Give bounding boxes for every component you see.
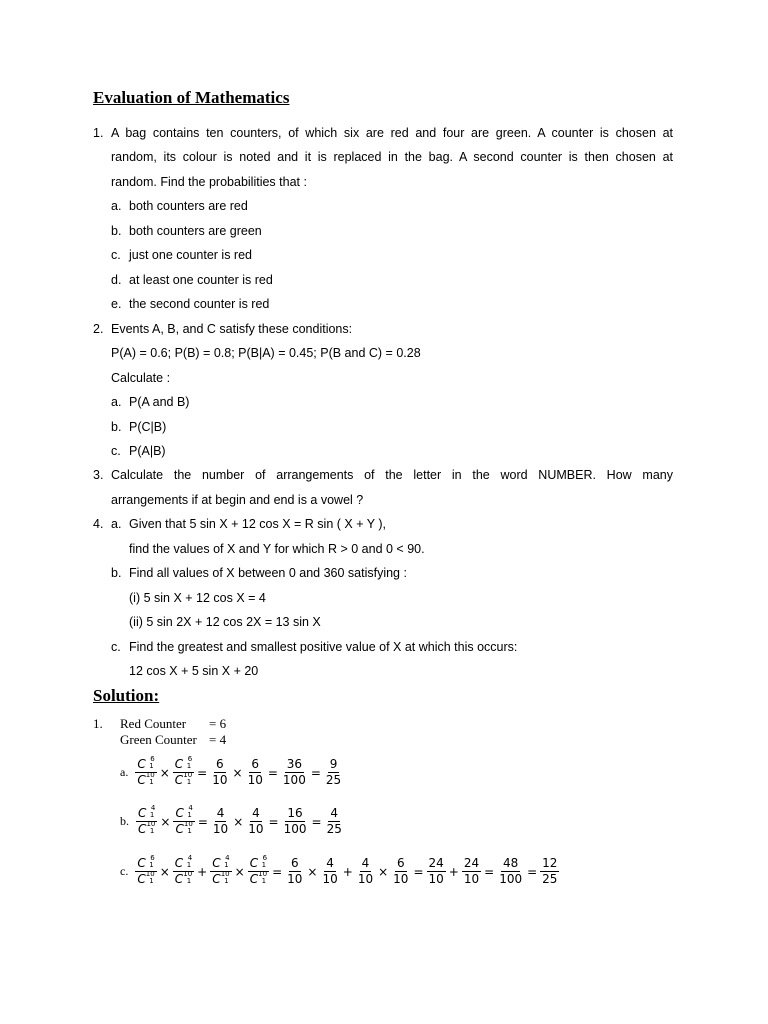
combination-symbol: C bbox=[249, 872, 259, 886]
numerator: 4 bbox=[216, 806, 225, 820]
fraction bbox=[462, 856, 481, 887]
combination-r: 1 bbox=[186, 762, 192, 770]
denominator bbox=[136, 822, 157, 837]
numerator: 4 bbox=[330, 806, 339, 820]
combination-r: 1 bbox=[149, 778, 154, 786]
q1-item-label: a. bbox=[111, 199, 122, 213]
fraction bbox=[135, 856, 156, 887]
q2-conditions: P(A) = 0.6; P(B) = 0.8; P(B|A) = 0.45; P(B and C) = 0.28 bbox=[111, 346, 421, 360]
solution-heading: Solution: bbox=[93, 686, 160, 705]
operator: = bbox=[268, 814, 279, 829]
solution-equation bbox=[120, 757, 344, 788]
combination-n: 10 bbox=[146, 820, 156, 828]
combination-r: 1 bbox=[149, 827, 155, 835]
fraction bbox=[246, 757, 265, 788]
q2-text: Events A, B, and C satisfy these conditions: bbox=[111, 322, 353, 336]
denominator: 100 bbox=[282, 773, 306, 787]
q4c-label: c. bbox=[111, 640, 121, 654]
q1-item-text: at least one counter is red bbox=[129, 272, 273, 287]
q2-item-label: b. bbox=[111, 419, 122, 434]
denominator: 10 bbox=[463, 872, 480, 886]
denominator bbox=[173, 822, 194, 837]
combination-symbol: C bbox=[137, 757, 146, 771]
q1-item-label: d. bbox=[111, 272, 122, 287]
operator: + bbox=[197, 864, 208, 879]
q1-item-text: just one counter is red bbox=[129, 248, 252, 262]
fraction bbox=[356, 856, 375, 887]
combination-symbol: C bbox=[212, 872, 221, 886]
combination-r: 1 bbox=[261, 861, 267, 869]
operator: = bbox=[311, 814, 322, 829]
combination-term bbox=[250, 872, 267, 886]
denominator: 10 bbox=[428, 872, 444, 886]
solution-equation bbox=[120, 806, 345, 837]
combination-n: 10 bbox=[145, 870, 155, 878]
combination-r: 1 bbox=[149, 811, 155, 819]
fraction bbox=[173, 806, 194, 837]
denominator bbox=[210, 872, 231, 887]
fraction bbox=[320, 856, 339, 887]
fraction bbox=[210, 757, 229, 788]
combination-r: 1 bbox=[149, 877, 154, 885]
q1-item-text: both counters are red bbox=[129, 199, 248, 213]
fraction bbox=[497, 856, 524, 887]
operator: × bbox=[160, 814, 171, 829]
operator: × bbox=[307, 864, 318, 879]
q4-number: 4. bbox=[93, 517, 104, 531]
fraction bbox=[210, 856, 231, 887]
combination-symbol: C bbox=[137, 856, 146, 870]
combination-symbol: C bbox=[174, 856, 184, 870]
denominator bbox=[135, 872, 156, 887]
combination-r: 1 bbox=[187, 827, 192, 835]
combination-symbol: C bbox=[137, 773, 146, 787]
denominator: 25 bbox=[325, 773, 342, 787]
combination-term bbox=[175, 773, 192, 787]
fraction bbox=[325, 806, 344, 837]
combination-r: 1 bbox=[149, 861, 154, 869]
denominator: 100 bbox=[499, 872, 523, 886]
fraction bbox=[281, 757, 308, 788]
operator: × bbox=[159, 765, 170, 780]
operator: + bbox=[448, 864, 459, 879]
operator: × bbox=[159, 864, 170, 879]
numerator: 12 bbox=[542, 856, 558, 870]
q1-item-label: b. bbox=[111, 223, 122, 238]
red-counter-label: Red Counter bbox=[120, 716, 187, 731]
combination-n: 4 bbox=[187, 854, 193, 862]
combination-term bbox=[137, 872, 154, 886]
q4c-text: Find the greatest and smallest positive value of X at which this occurs: bbox=[129, 640, 518, 654]
combination-n: 10 bbox=[183, 771, 193, 779]
denominator: 10 bbox=[248, 822, 264, 836]
combination-r: 1 bbox=[261, 877, 267, 885]
combination-n: 10 bbox=[258, 870, 268, 878]
numerator: 9 bbox=[329, 757, 338, 771]
combination-r: 1 bbox=[186, 877, 192, 885]
equation-label: a. bbox=[120, 765, 129, 779]
q3-text: Calculate the number of arrangements of the letter in the word NUMBER. How many bbox=[111, 468, 673, 482]
operator: = bbox=[310, 765, 321, 780]
q4b-label: b. bbox=[111, 566, 122, 580]
operator: = bbox=[272, 864, 283, 879]
fraction bbox=[173, 757, 194, 788]
combination-n: 10 bbox=[145, 771, 155, 779]
numerator: 6 bbox=[216, 757, 224, 771]
denominator: 10 bbox=[322, 872, 338, 886]
fraction bbox=[248, 856, 269, 887]
numerator: 6 bbox=[290, 856, 299, 870]
operator: = bbox=[413, 864, 424, 879]
q2-item-text: P(C|B) bbox=[129, 419, 167, 434]
equation-label: b. bbox=[120, 814, 129, 828]
combination-n: 4 bbox=[188, 804, 193, 812]
q4b-i: (i) 5 sin X + 12 cos X = 4 bbox=[129, 591, 266, 605]
combination-symbol: C bbox=[175, 822, 184, 836]
combination-term bbox=[138, 822, 155, 836]
q2-item-text: P(A|B) bbox=[129, 444, 166, 458]
combination-n: 6 bbox=[262, 854, 268, 862]
combination-symbol: C bbox=[249, 856, 259, 870]
q4a-text: find the values of X and Y for which R > 0 and 0 < 90. bbox=[129, 542, 425, 556]
numerator: 24 bbox=[463, 856, 480, 870]
equation-label: c. bbox=[120, 864, 129, 878]
combination-n: 10 bbox=[220, 870, 230, 878]
denominator: 10 bbox=[357, 872, 374, 886]
q2-item-label: c. bbox=[111, 444, 121, 458]
denominator: 10 bbox=[212, 773, 228, 787]
q1-number: 1. bbox=[93, 126, 104, 140]
operator: × bbox=[233, 814, 244, 829]
denominator bbox=[135, 773, 156, 788]
combination-symbol: C bbox=[138, 806, 147, 820]
solution-equation bbox=[120, 856, 560, 887]
q4b-ii: (ii) 5 sin 2X + 12 cos 2X = 13 sin X bbox=[129, 615, 321, 629]
combination-term bbox=[175, 822, 192, 836]
combination-term bbox=[137, 773, 154, 787]
fraction bbox=[391, 856, 410, 887]
combination-n: 10 bbox=[183, 820, 193, 828]
operator: = bbox=[527, 864, 538, 879]
numerator: 6 bbox=[251, 757, 260, 771]
denominator: 100 bbox=[283, 822, 307, 836]
numerator: 6 bbox=[396, 856, 405, 870]
combination-symbol: C bbox=[174, 872, 184, 886]
combination-r: 1 bbox=[186, 778, 192, 786]
denominator: 10 bbox=[393, 872, 409, 886]
q2-item-text: P(A and B) bbox=[129, 395, 190, 409]
combination-r: 1 bbox=[186, 861, 192, 869]
operator: + bbox=[342, 864, 353, 879]
fraction bbox=[285, 856, 304, 887]
fraction bbox=[173, 856, 194, 887]
numerator: 4 bbox=[252, 806, 260, 820]
solution-number: 1. bbox=[93, 716, 103, 731]
operator: = bbox=[197, 765, 208, 780]
fraction bbox=[211, 806, 230, 837]
q4a-label: a. bbox=[111, 517, 122, 531]
q2-number: 2. bbox=[93, 322, 104, 336]
combination-symbol: C bbox=[174, 773, 184, 787]
q1-item-text: both counters are green bbox=[129, 223, 262, 238]
operator: = bbox=[484, 864, 495, 879]
denominator bbox=[173, 872, 194, 887]
operator: × bbox=[378, 864, 389, 879]
fraction bbox=[427, 856, 446, 887]
denominator bbox=[248, 872, 269, 887]
q1-text: random, its colour is noted and it is replaced in the bag. A second counter is then chosen at bbox=[111, 150, 673, 164]
numerator: 36 bbox=[286, 757, 303, 771]
fraction bbox=[540, 856, 559, 887]
q1-item-label: c. bbox=[111, 248, 121, 262]
combination-symbol: C bbox=[212, 856, 221, 870]
green-counter-value: = 4 bbox=[209, 732, 227, 747]
fraction bbox=[136, 806, 157, 837]
denominator: 25 bbox=[542, 872, 558, 886]
combination-r: 1 bbox=[224, 861, 229, 869]
q1-item-label: e. bbox=[111, 297, 122, 311]
operator: = bbox=[267, 765, 278, 780]
combination-symbol: C bbox=[175, 806, 184, 820]
red-counter-value: = 6 bbox=[209, 716, 227, 731]
q1-item-text: the second counter is red bbox=[129, 297, 270, 311]
q1-text: A bag contains ten counters, of which six are red and four are green. A counter is chosen at bbox=[111, 126, 673, 140]
q1-text: random. Find the probabilities that : bbox=[111, 175, 307, 189]
numerator: 16 bbox=[287, 806, 303, 820]
fraction bbox=[324, 757, 343, 788]
q4a-text: Given that 5 sin X + 12 cos X = R sin ( X + Y ), bbox=[129, 517, 386, 531]
numerator: 48 bbox=[503, 856, 519, 870]
q4c-expression: 12 cos X + 5 sin X + 20 bbox=[129, 664, 259, 678]
combination-symbol: C bbox=[174, 757, 184, 771]
combination-n: 4 bbox=[150, 804, 156, 812]
q2-item-label: a. bbox=[111, 395, 122, 409]
operator: × bbox=[232, 765, 243, 780]
combination-n: 6 bbox=[187, 755, 193, 763]
denominator: 10 bbox=[287, 872, 303, 886]
operator: = bbox=[197, 814, 208, 829]
denominator: 25 bbox=[326, 822, 342, 836]
numerator: 4 bbox=[361, 856, 370, 870]
q3-number: 3. bbox=[93, 468, 104, 482]
q4b-text: Find all values of X between 0 and 360 satisfying : bbox=[129, 566, 407, 580]
combination-n: 6 bbox=[150, 755, 155, 763]
green-counter-label: Green Counter bbox=[120, 732, 197, 747]
numerator: 4 bbox=[326, 856, 334, 870]
combination-r: 1 bbox=[224, 877, 229, 885]
document-title: Evaluation of Mathematics bbox=[93, 88, 290, 107]
denominator: 10 bbox=[247, 773, 263, 787]
combination-symbol: C bbox=[138, 822, 147, 836]
fraction bbox=[135, 757, 156, 788]
denominator bbox=[173, 773, 194, 788]
combination-n: 6 bbox=[150, 854, 155, 862]
combination-r: 1 bbox=[187, 811, 192, 819]
q2-text: Calculate : bbox=[111, 371, 171, 385]
combination-term bbox=[175, 872, 192, 886]
q3-text: arrangements if at begin and end is a vowel ? bbox=[111, 493, 364, 507]
combination-n: 4 bbox=[225, 854, 230, 862]
combination-term bbox=[212, 872, 229, 886]
combination-r: 1 bbox=[149, 762, 154, 770]
combination-n: 10 bbox=[183, 870, 193, 878]
fraction bbox=[282, 806, 309, 837]
combination-symbol: C bbox=[137, 872, 146, 886]
fraction bbox=[246, 806, 265, 837]
denominator: 10 bbox=[212, 822, 229, 836]
operator: × bbox=[234, 864, 245, 879]
numerator: 24 bbox=[428, 856, 444, 870]
